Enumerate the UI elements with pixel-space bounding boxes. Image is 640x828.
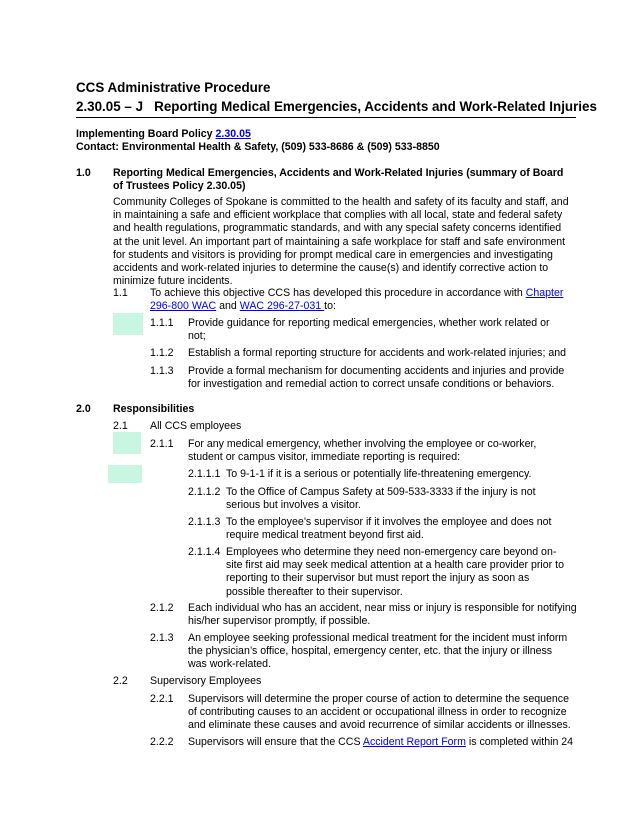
item-text: to:: [324, 300, 336, 313]
item-text: is completed within 24: [465, 736, 574, 748]
item-2-2-label: Supervisory Employees: [150, 675, 262, 687]
item-1-1-1-number: 1.1.1: [150, 317, 174, 329]
item-line: require medical treatment beyond first aid.: [226, 529, 424, 542]
paragraph-line: Community Colleges of Spokane is committed to the health and safety of its faculty and staff, and: [113, 196, 569, 208]
highlight-marker: [113, 313, 143, 335]
item-line: the physician’s office, hospital, emergency center, etc. that the injury or illness: [188, 645, 553, 658]
item-line: Supervisors will determine the proper course of action to determine the sequence: [188, 693, 569, 705]
doc-heading: CCS Administrative Procedure: [76, 80, 271, 95]
item-text: To achieve this objective CCS has developed this procedure in accordance with: [150, 287, 526, 299]
item-2-2-2-text: [188, 736, 573, 749]
section-2-title: Responsibilities: [113, 403, 195, 415]
highlight-marker: [113, 432, 141, 454]
item-line: To the Office of Campus Safety at 509-533-3333 if the injury is not: [226, 486, 536, 498]
item-2-1-1-2-number: 2.1.1.2: [188, 486, 221, 498]
item-line: Provide guidance for reporting medical emergencies, whether work related or: [188, 317, 550, 329]
accident-report-form-link[interactable]: Accident Report Form: [362, 736, 466, 748]
paragraph-line: minimize future incidents.: [113, 275, 233, 288]
item-2-1-label: All CCS employees: [150, 420, 242, 432]
item-line: was work-related.: [188, 658, 272, 671]
item-2-1-1-text: [188, 438, 536, 464]
item-2-1-3-number: 2.1.3: [150, 632, 174, 644]
paragraph-line: at the unit level. An important part of maintaining a safe workplace for staff and safe environment: [113, 235, 566, 248]
item-2-2-1-number: 2.2.1: [150, 693, 174, 705]
item-2-1-number: 2.1: [113, 420, 128, 432]
highlight-marker: [108, 465, 142, 483]
item-2-1-2-number: 2.1.2: [150, 602, 174, 614]
chapter-link[interactable]: 296-800 WAC: [150, 300, 217, 313]
item-line: serious but involves a visitor.: [226, 499, 361, 512]
item-line: Provide a formal mechanism for documenting accidents and injuries and provide: [188, 365, 565, 377]
paragraph-line: and health regulations, programmatic standards, and with any special safety concerns identified: [113, 222, 562, 235]
item-line: To the employee’s supervisor if it involves the employee and does not: [226, 516, 552, 528]
item-2-1-1-1-text: To 9-1-1 if it is a serious or potentially life-threatening emergency.: [226, 468, 532, 480]
item-line: An employee seeking professional medical treatment for the incident must inform: [188, 632, 568, 644]
board-policy-label: Implementing Board Policy: [76, 128, 216, 140]
section-1-paragraph: [113, 196, 569, 288]
item-line: reporting to their supervisor but must report the injury as soon as: [226, 572, 530, 585]
item-1-1-2-number: 1.1.2: [150, 347, 174, 359]
item-1-1-number: 1.1: [113, 287, 128, 299]
item-line: For any medical emergency, whether involving the employee or co-worker,: [188, 438, 537, 450]
item-1-1-1-text: [188, 317, 550, 343]
item-2-1-1-3-text: [226, 516, 551, 542]
item-2-1-1-3-number: 2.1.1.3: [188, 516, 221, 528]
item-line: not;: [188, 330, 206, 343]
wac-link[interactable]: WAC 296-27-031: [239, 300, 325, 313]
item-2-2-1-text: [188, 693, 571, 733]
item-1-1-3-text: [188, 365, 564, 391]
item-1-1-text: [150, 287, 563, 313]
item-line: site first aid may seek medical attention at a health care provider prior to: [226, 559, 564, 572]
item-line: of contributing causes to an accident or occupational illness in order to recognize: [188, 706, 567, 719]
paragraph-line: for students and visitors is providing for prompt medical care in emergencies and investigating: [113, 248, 553, 261]
section-1-title: [113, 167, 563, 193]
contact-line: Contact: Environmental Health & Safety, (509) 533-8686 & (509) 533-8850: [76, 141, 440, 153]
item-line: Each individual who has an accident, near miss or injury is responsible for notifying: [188, 602, 577, 614]
chapter-link[interactable]: Chapter: [525, 287, 564, 299]
item-1-1-3-number: 1.1.3: [150, 365, 174, 377]
item-2-2-number: 2.2: [113, 675, 128, 687]
item-2-1-1-1-number: 2.1.1.1: [188, 468, 221, 480]
item-2-1-1-4-text: [226, 546, 564, 599]
item-line: and eliminate these causes and avoid recurrence of similar accidents or illnesses.: [188, 719, 571, 732]
item-1-1-2-text: Establish a formal reporting structure for accidents and work-related injuries; and: [188, 347, 567, 359]
item-line: possible thereafter to their supervisor.: [226, 585, 403, 598]
item-line: Employees who determine they need non-emergency care beyond on-: [226, 546, 557, 558]
item-2-1-2-text: [188, 602, 577, 628]
item-2-1-1-number: 2.1.1: [150, 438, 174, 450]
paragraph-line: in maintaining a safe and efficient workplace that complies with all local, state and federal safety: [113, 209, 563, 222]
item-line: student or campus visitor, immediate reporting is required:: [188, 451, 461, 464]
title-rule: [76, 117, 576, 118]
item-2-1-3-text: [188, 632, 567, 672]
doc-title: 2.30.05 – J Reporting Medical Emergencies, Accidents and Work-Related Injuries: [76, 99, 597, 114]
item-text: and: [216, 300, 240, 313]
item-text: Supervisors will ensure that the CCS: [188, 736, 363, 748]
item-2-1-1-2-text: [226, 486, 536, 512]
item-line: his/her supervisor promptly, if possible.: [188, 615, 371, 628]
section-1-title-line: Reporting Medical Emergencies, Accidents and Work-Related Injuries (summary of Board: [113, 167, 564, 179]
item-2-1-1-4-number: 2.1.1.4: [188, 546, 221, 558]
board-policy-line: [76, 128, 251, 141]
section-1-number: 1.0: [76, 167, 91, 179]
section-1-title-line: of Trustees Policy 2.30.05): [113, 180, 246, 193]
section-2-number: 2.0: [76, 403, 91, 415]
paragraph-line: accidents and work-related injuries to determine the cause(s) and identify corrective action to: [113, 262, 549, 275]
policy-link[interactable]: 2.30.05: [215, 128, 251, 140]
item-2-2-2-number: 2.2.2: [150, 736, 174, 748]
item-line: for investigation and remedial action to correct unsafe conditions or behaviors.: [188, 378, 555, 391]
